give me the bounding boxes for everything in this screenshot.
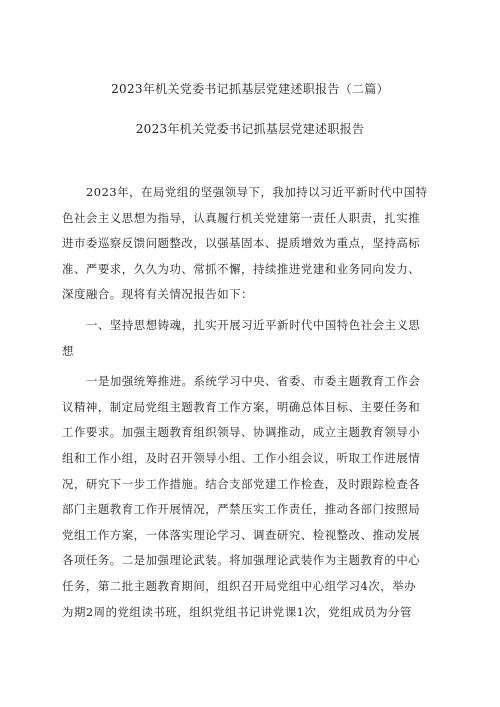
- document-title: 2023年机关党委书记抓基层党建述职报告（二篇）: [111, 82, 389, 96]
- document-subtitle: 2023年机关党委书记抓基层党建述职报告: [135, 122, 365, 136]
- paragraph-line: 组和工作小组，及时召开领导小组、工作小组会议，听取工作进展情: [62, 450, 421, 465]
- paragraph-line: 任务，第二批主题教育期间，组织召开局党组中心组学习4次，举办: [62, 578, 417, 593]
- paragraph-line: 深度融合。现将有关情况报告如下：: [62, 287, 254, 302]
- paragraph-line: 一、坚持思想铸魂，扎实开展习近平新时代中国特色社会主义思: [86, 317, 421, 332]
- paragraph-line: 想: [62, 343, 74, 358]
- paragraph-line: 况，研究下一步工作措施。结合支部党建工作检查，及时跟踪检查各: [62, 476, 421, 491]
- paragraph-line: 为期2周的党组读书班，组织党组书记讲党课1次，党组成员为分管: [62, 604, 412, 619]
- paragraph-line: 部门主题教育工作开展情况，严禁压实工作责任，推动各部门按照局: [62, 502, 421, 517]
- paragraph: [62, 313, 446, 364]
- paragraph: [62, 369, 446, 625]
- paragraph-line: 一是加强统筹推进。系统学习中央、省委、市委主题教育工作会: [86, 374, 421, 389]
- paragraph-line: 各项任务。二是加强理论武装。将加强理论武装作为主题教育的中心: [62, 553, 421, 568]
- paragraph: [62, 180, 446, 308]
- paragraph-line: 准、严要求，久久为功、常抓不懈，持续推进党建和业务同向发力、: [62, 261, 421, 276]
- document-body: [62, 180, 446, 625]
- paragraph-line: 2023年，在局党组的坚强领导下，我加持以习近平新时代中国特: [86, 185, 428, 199]
- paragraph-line: 工作要求。加强主题教育组织领导、协调推动，成立主题教育领导小: [62, 425, 421, 440]
- paragraph-line: 色社会主义思想为指导，认真履行机关党建第一责任人职责，扎实推: [62, 210, 421, 225]
- paragraph-line: 议精神，制定局党组主题教育工作方案，明确总体目标、主要任务和: [62, 399, 421, 414]
- paragraph-line: 党组工作方案，一体落实理论学习、调查研究、检视整改、推动发展: [62, 527, 421, 542]
- paragraph-line: 进市委巡察反馈问题整改，以强基固本、提质增效为重点，坚持高标: [62, 236, 421, 251]
